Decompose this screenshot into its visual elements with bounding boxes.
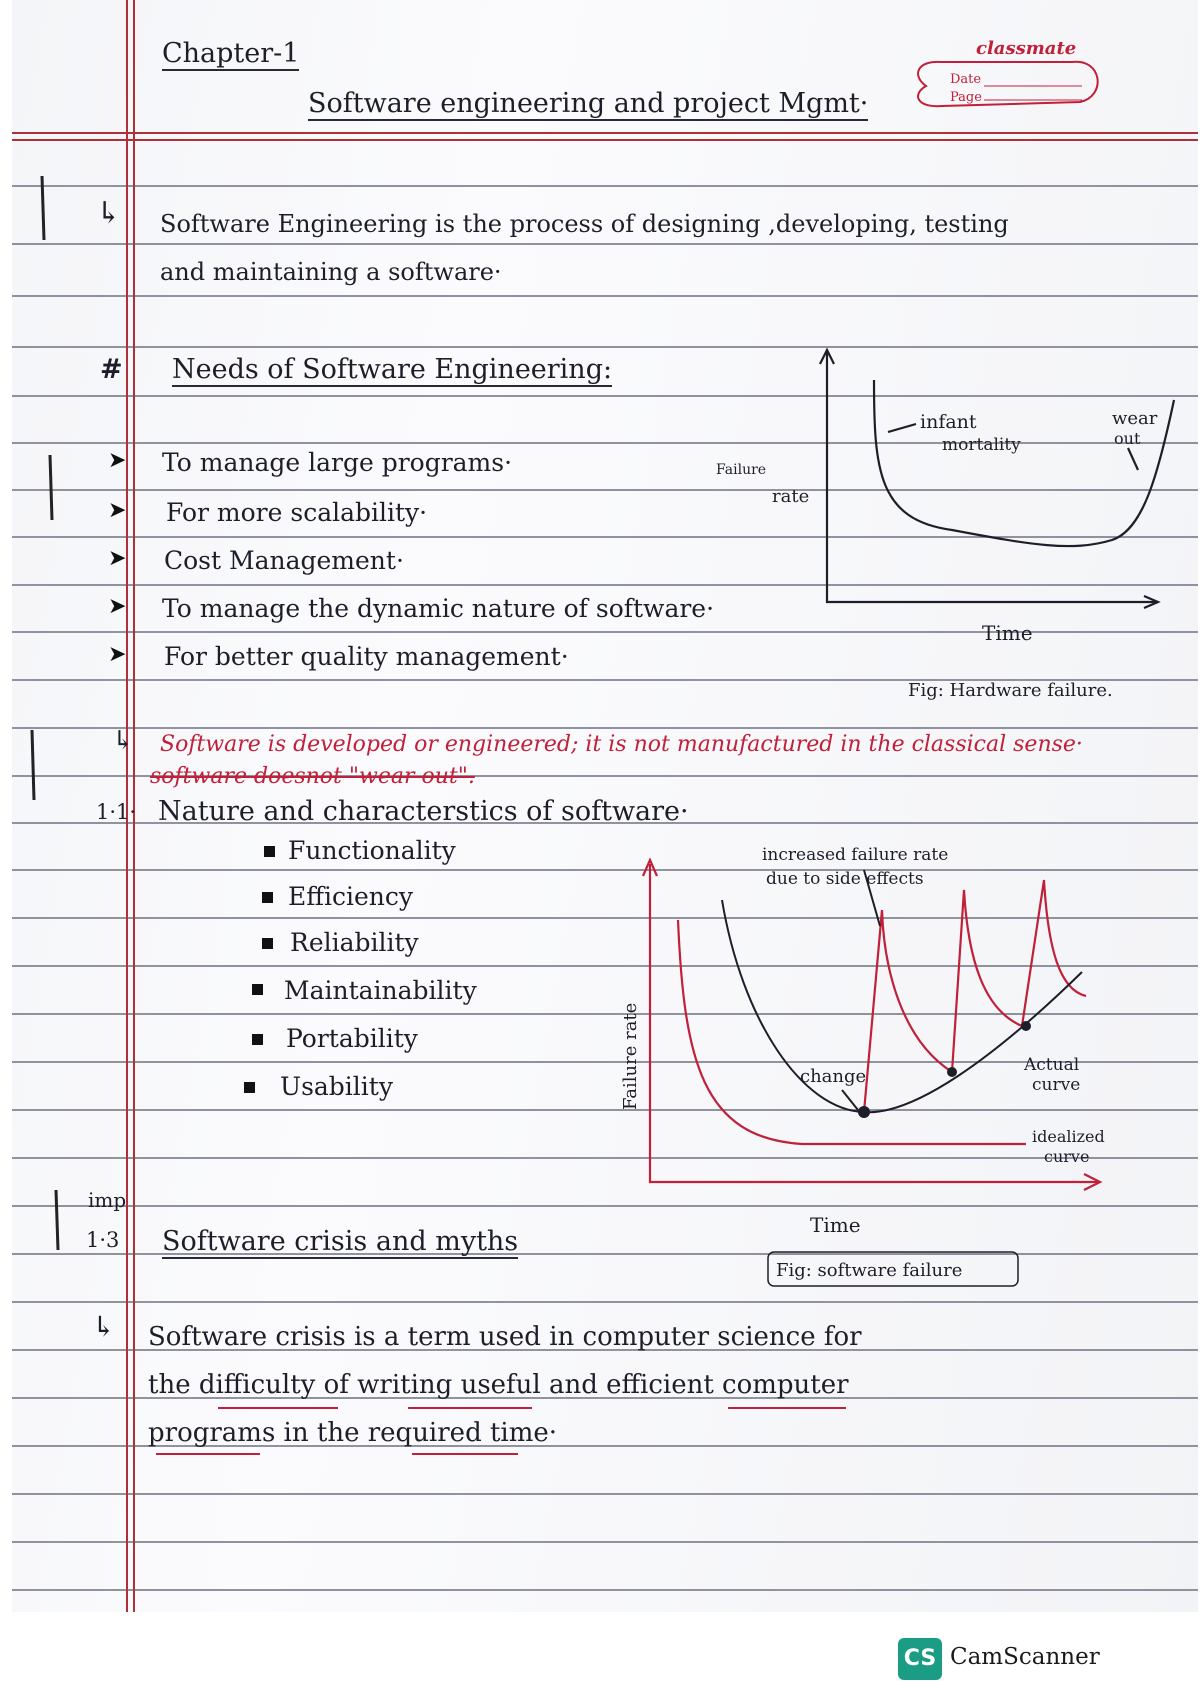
sw-axes [650, 864, 1098, 1182]
definition-line-2: and maintaining a software· [160, 258, 502, 286]
definition-arrow: ↳ [96, 196, 122, 231]
sw-change-point [947, 1067, 957, 1077]
needs-item: For more scalability· [166, 498, 428, 527]
hw-ylabel-2: rate [772, 486, 810, 507]
bullet-arrow-icon: ➤ [108, 498, 127, 523]
nature-item: Portability [286, 1024, 418, 1053]
camscanner-name: CamScanner [950, 1644, 1100, 1670]
sw-label-actual-2: curve [1032, 1075, 1081, 1095]
crisis-line-1: Software crisis is a term used in computer science for [148, 1322, 862, 1352]
red-note-line-1: Software is developed or engineered; it is not manufactured in the classical sense· [160, 732, 1083, 757]
hw-label-wear-2: out [1114, 429, 1141, 448]
nature-item: Usability [280, 1072, 393, 1101]
bullet-square-icon [244, 1082, 255, 1093]
hw-xlabel: Time [982, 621, 1033, 645]
bullet-arrow-icon: ➤ [108, 448, 127, 473]
sw-xlabel: Time [810, 1213, 861, 1237]
crisis-line-2: the difficulty of writing useful and efficient computer [148, 1370, 849, 1400]
needs-item: To manage large programs· [162, 448, 513, 477]
needs-item: Cost Management· [164, 546, 404, 575]
camscanner-watermark [898, 1638, 1188, 1680]
stamp-date-label: Date [950, 72, 982, 87]
bullet-square-icon [262, 938, 273, 949]
crisis-arrow: ↳ [92, 1310, 116, 1343]
bullet-arrow-icon: ➤ [108, 546, 127, 571]
sw-caption: Fig: software failure [776, 1260, 963, 1281]
hw-ylabel-1: Failure [716, 462, 767, 478]
definition-line-1: Software Engineering is the process of designing ,developing, testing [160, 210, 1009, 238]
needs-heading: Needs of Software Engineering: [172, 354, 613, 385]
software-failure-figure [612, 820, 1198, 1290]
bullet-square-icon [262, 892, 273, 903]
sw-label-change: change [800, 1066, 867, 1087]
notebook-page [12, 0, 1198, 1612]
hw-infant-arrow [888, 424, 916, 432]
bullet-square-icon [252, 1034, 263, 1045]
red-note-arrow: ↳ [112, 726, 134, 756]
hardware-failure-figure [652, 340, 1192, 720]
page-title: Software engineering and project Mgmt· [308, 88, 869, 119]
classmate-stamp [902, 38, 1112, 128]
sw-annotation-2: due to side effects [766, 869, 924, 889]
sw-change-point [858, 1106, 870, 1118]
bullet-arrow-icon: ➤ [108, 642, 127, 667]
hw-wear-arrow [1128, 448, 1138, 470]
bullet-square-icon [252, 984, 263, 995]
chapter-label: Chapter-1 [162, 38, 300, 69]
crisis-line-3: programs in the required time· [148, 1418, 558, 1448]
nature-heading: Nature and characterstics of software· [158, 796, 689, 827]
crisis-number: 1·3 [86, 1228, 120, 1252]
hw-bathtub-curve [874, 380, 1174, 546]
nature-number: 1·1· [96, 800, 137, 824]
crisis-heading: Software crisis and myths [162, 1226, 519, 1257]
crisis-red-underlines [142, 1400, 1102, 1460]
needs-marker: # [100, 354, 123, 385]
sw-label-actual-1: Actual [1024, 1055, 1080, 1075]
hw-y-axis [827, 352, 1157, 602]
camscanner-logo-icon: CS [898, 1638, 942, 1680]
sw-label-ideal-1: idealized [1032, 1127, 1105, 1146]
hw-label-wear-1: wear [1112, 408, 1158, 429]
sw-annotation-1: increased failure rate [762, 845, 949, 865]
nature-item: Functionality [288, 836, 456, 865]
hw-caption: Fig: Hardware failure. [908, 680, 1113, 701]
bullet-square-icon [264, 846, 275, 857]
bullet-arrow-icon: ➤ [108, 594, 127, 619]
needs-item: For better quality management· [164, 642, 569, 671]
nature-item: Reliability [290, 928, 419, 957]
sw-ylabel: Failure rate [620, 1002, 641, 1110]
hw-label-infant-2: mortality [942, 435, 1021, 455]
sw-change-arrow [842, 1090, 858, 1110]
nature-item: Efficiency [288, 882, 414, 911]
sw-actual-curve [722, 900, 1082, 1112]
needs-item: To manage the dynamic nature of software· [162, 594, 715, 623]
sw-change-point [1021, 1021, 1031, 1031]
nature-item: Maintainability [284, 976, 477, 1005]
stamp-page-label: Page [950, 90, 982, 105]
stamp-brand: classmate [976, 38, 1077, 59]
red-note-line-2: software doesnot "wear out". [150, 764, 475, 789]
hw-label-infant-1: infant [920, 411, 977, 433]
imp-label: imp [88, 1188, 127, 1212]
sw-label-ideal-2: curve [1044, 1147, 1090, 1166]
